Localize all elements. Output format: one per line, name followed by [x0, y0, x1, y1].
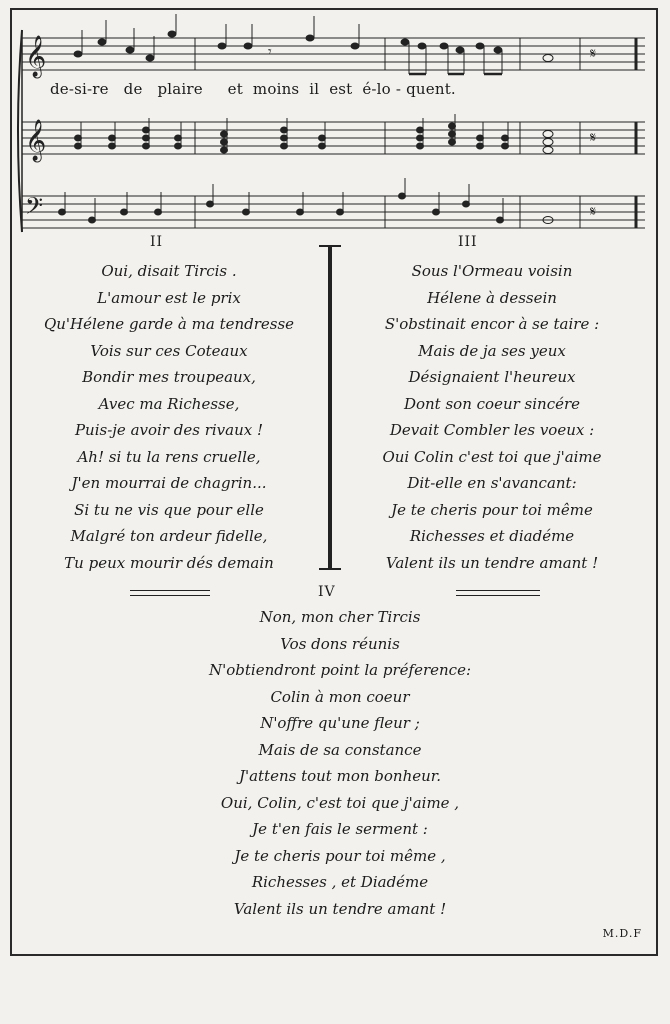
- svg-text:𝄋: 𝄋: [590, 204, 597, 220]
- bass-notes: [59, 178, 554, 224]
- verse-line: Je te cheris pour toi même: [391, 500, 593, 519]
- verse-line: S'obstinait encor à se taire :: [384, 315, 600, 333]
- verse-line: Qu'Hélene garde à ma tendresse: [43, 315, 295, 333]
- verse-line: Puis-je avoir des rivaux !: [74, 421, 264, 439]
- svg-text:𝄾: 𝄾: [268, 44, 272, 60]
- melody-staff: [22, 38, 645, 70]
- verse-line: Colin à mon coeur: [270, 687, 410, 706]
- verse-line: Devait Combler les voeux :: [389, 421, 595, 439]
- music-score: [0, 0, 670, 250]
- verse-line: Ah! si tu la rens cruelle,: [77, 447, 261, 466]
- ornament-rule-left: [130, 590, 210, 596]
- verse-line: Oui Colin c'est toi que j'aime: [382, 447, 602, 466]
- verse-line: L'amour est le prix: [97, 288, 241, 307]
- bass-clef-icon: 𝄢: [25, 192, 44, 225]
- verse-line: Mais de sa constance: [258, 740, 422, 759]
- signature: M.D.F: [602, 927, 642, 940]
- verse-line: Malgré ton ardeur fidelle,: [70, 527, 268, 545]
- verse-line: Richesses et diadéme: [409, 527, 575, 545]
- verse-line: Oui, Colin, c'est toi que j'aime ,: [220, 793, 460, 812]
- verse-line: Valent ils un tendre amant !: [385, 553, 599, 572]
- verse-line: Dit-elle en s'avancant:: [407, 474, 577, 492]
- verse-line: Hélene à dessein: [427, 288, 557, 307]
- verse-line: Dont son coeur sincére: [403, 394, 581, 413]
- verse-line: J'attens tout mon bonheur.: [238, 767, 442, 785]
- verse-line: N'obtiendront point la préference:: [208, 661, 472, 679]
- verse-line: Tu peux mourir dés demain: [64, 553, 274, 572]
- verse-line: Vos dons réunis: [280, 634, 400, 653]
- verse-line: Désignaient l'heureux: [408, 368, 576, 386]
- verse-2: [24, 258, 314, 576]
- verse-3: [342, 258, 642, 576]
- verse-line: Richesses , et Diadéme: [251, 873, 429, 891]
- verse-line: Vois sur ces Coteaux: [90, 341, 248, 360]
- verse-divider: [328, 245, 332, 570]
- verse-line: Oui, disait Tircis .: [101, 262, 237, 280]
- verse-number-2: II: [150, 234, 164, 250]
- accompaniment-staff-bass: [22, 196, 645, 228]
- treble-clef-icon: 𝄞: [25, 36, 47, 77]
- svg-text:𝄋: 𝄋: [590, 130, 597, 146]
- melody-lyrics: de-si-re de plaire et moins il est é-lo - quent.: [50, 80, 456, 98]
- verse-number-4: IV: [318, 584, 336, 600]
- verse-line: Bondir mes troupeaux,: [82, 368, 256, 386]
- verse-line: N'offre qu'une fleur ;: [260, 714, 420, 732]
- svg-text:𝄋: 𝄋: [590, 46, 597, 62]
- verse-number-3: III: [458, 234, 478, 250]
- verse-line: Valent ils un tendre amant !: [233, 899, 447, 918]
- ornament-rule-right: [456, 590, 540, 596]
- verse-4: [150, 604, 530, 922]
- verse-line: Sous l'Ormeau voisin: [411, 262, 573, 280]
- verse-line: Non, mon cher Tircis: [259, 608, 421, 626]
- treble-clef-icon: 𝄞: [25, 120, 47, 161]
- chord-notes: [75, 114, 554, 154]
- verse-line: Je t'en fais le serment :: [252, 820, 428, 838]
- verse-line: Si tu ne vis que pour elle: [74, 500, 264, 519]
- verse-line: Mais de ja ses yeux: [418, 341, 566, 360]
- verse-line: Je te cheris pour toi même ,: [234, 846, 446, 865]
- melody-notes: [74, 14, 553, 74]
- verse-line: J'en mourrai de chagrin...: [71, 474, 267, 492]
- verse-line: Avec ma Richesse,: [98, 394, 240, 413]
